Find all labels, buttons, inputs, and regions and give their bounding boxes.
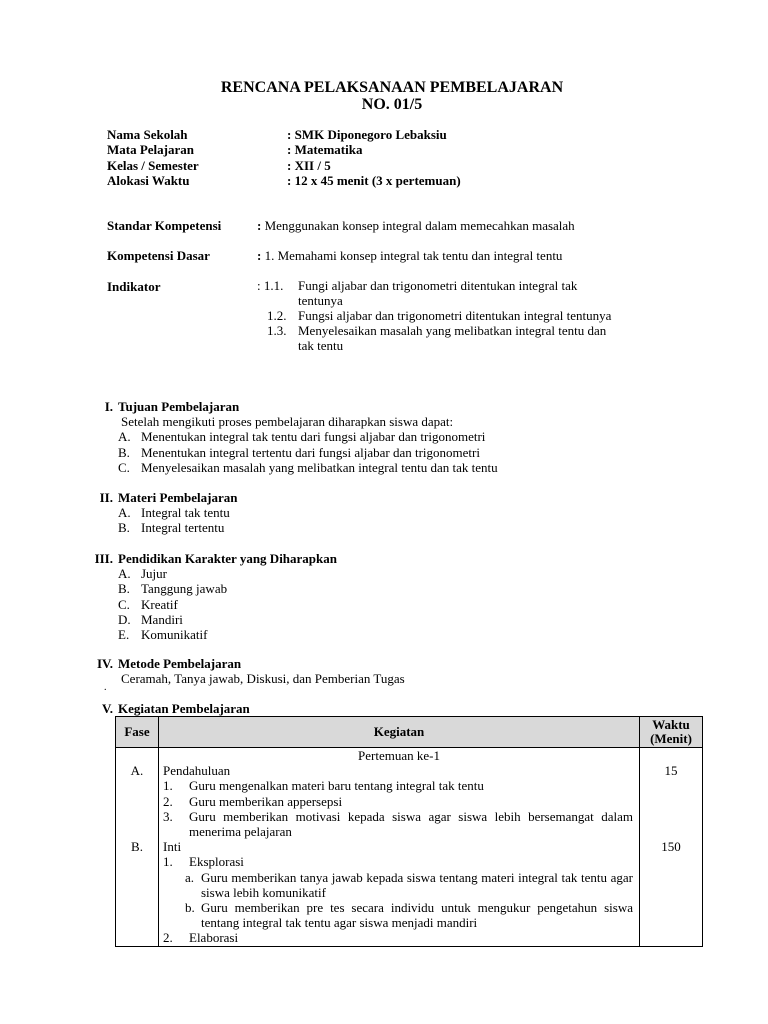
- document-number: NO. 01/5: [361, 96, 423, 113]
- list-text: Menentukan integral tertentu dari fungsi aljabar dan trigonometri: [141, 444, 480, 460]
- list-letter: A.: [118, 429, 131, 445]
- phase-title: Inti: [163, 839, 182, 855]
- table-row: [116, 748, 703, 947]
- colon: :: [257, 218, 262, 233]
- header-waktu: [640, 717, 703, 748]
- list-letter: B.: [118, 444, 130, 460]
- section-text: Ceramah, Tanya jawab, Diskusi, dan Pemberian Tugas: [121, 671, 405, 687]
- item-number: 2.: [163, 793, 173, 809]
- subitem-letter: a.: [185, 869, 195, 885]
- list-letter: C.: [118, 459, 130, 475]
- list-item: [118, 597, 337, 612]
- header-kegiatan: Kegiatan: [159, 717, 640, 748]
- item-text: Guru mengenalkan materi baru tentang integral tak tentu: [189, 778, 484, 794]
- list-item: [118, 627, 337, 642]
- list-text: Komunikatif: [141, 627, 208, 643]
- indikator-item: [257, 279, 611, 294]
- section-title: Kegiatan Pembelajaran: [118, 701, 250, 716]
- indikator-list: [257, 279, 611, 354]
- header-waktu-line1: Waktu: [652, 717, 690, 732]
- kompetensi-dasar-text: 1. Memahami konsep integral tak tentu dan integral tentu: [261, 248, 563, 263]
- list-item: [118, 566, 337, 581]
- header-fase: Fase: [116, 717, 159, 748]
- section-number: V.: [102, 701, 113, 716]
- section-title: Tujuan Pembelajaran: [118, 399, 240, 414]
- indikator-item: [257, 324, 611, 339]
- item-number: 2.: [163, 930, 173, 946]
- indikator-text: Fungi aljabar dan trigonometri ditentukan integral tak: [298, 278, 578, 293]
- list-letter: E.: [118, 627, 130, 643]
- identity-label: Nama Sekolah: [107, 127, 188, 142]
- kegiatan-item: [159, 778, 639, 793]
- list-text: Integral tak tentu: [141, 505, 230, 521]
- section-heading: [99, 490, 238, 505]
- item-text: Guru memberikan motivasi kepada siswa agar siswa lebih bersemangat dalam menerima pelajaran: [189, 808, 633, 840]
- item-text: Elaborasi: [189, 930, 239, 946]
- identity-row: [107, 173, 461, 188]
- section-kegiatan: [102, 701, 250, 716]
- indikator-number: 1.2.: [267, 307, 287, 323]
- section-number: II.: [99, 490, 113, 505]
- list-text: Integral tertentu: [141, 520, 225, 536]
- section-number: III.: [94, 551, 113, 566]
- kegiatan-subitem: [159, 870, 639, 900]
- list-item: [118, 612, 337, 627]
- kegiatan-item: [159, 930, 639, 945]
- list-letter: A.: [118, 566, 131, 582]
- list-letter: C.: [118, 596, 130, 612]
- list-text: Tanggung jawab: [141, 581, 228, 597]
- section-heading: [102, 701, 250, 716]
- section-title: Pendidikan Karakter yang Diharapkan: [118, 551, 338, 566]
- list-text: Mandiri: [141, 611, 183, 627]
- kegiatan-item: [159, 809, 639, 839]
- phase-title: Pendahuluan: [163, 763, 231, 779]
- fase-cell: [116, 748, 159, 947]
- identity-row: [107, 127, 461, 142]
- item-text: Eksplorasi: [189, 854, 244, 870]
- section-number: IV.: [96, 656, 113, 671]
- kegiatan-subitem: [159, 900, 639, 930]
- indikator-number: : 1.1.: [257, 278, 284, 293]
- identity-label: Alokasi Waktu: [107, 172, 190, 188]
- list-text: Kreatif: [141, 596, 178, 612]
- identity-value: : SMK Diponegoro Lebaksiu: [287, 127, 447, 142]
- waktu-cell: [640, 748, 703, 947]
- list-letter: A.: [118, 505, 131, 521]
- identity-label: Kelas / Semester: [107, 157, 199, 173]
- section-heading: [96, 656, 405, 671]
- indikator-label: Indikator: [107, 279, 161, 294]
- section-karakter: [94, 551, 338, 643]
- kegiatan-item: [159, 854, 639, 869]
- identity-row: [107, 142, 461, 157]
- section-materi: [99, 490, 238, 536]
- identity-label: Mata Pelajaran: [107, 142, 195, 158]
- item-number: 3.: [163, 808, 173, 824]
- list-item: [118, 520, 237, 535]
- header-waktu-line2: (Menit): [650, 731, 692, 746]
- section-tujuan: [104, 399, 498, 475]
- item-number: 1.: [163, 854, 173, 870]
- section-number: I.: [104, 399, 113, 414]
- list-item: [118, 505, 237, 520]
- time-value: 150: [661, 839, 681, 855]
- identity-row: [107, 158, 461, 173]
- table-header-row: [116, 717, 703, 748]
- fase-label: B.: [131, 839, 143, 855]
- kegiatan-item: [159, 794, 639, 809]
- colon: :: [257, 248, 262, 263]
- section-title: Materi Pembelajaran: [118, 490, 238, 505]
- list-letter: B.: [118, 581, 130, 597]
- section-metode: [96, 656, 405, 687]
- meeting-label: Pertemuan ke-1: [358, 748, 440, 763]
- identity-block: [107, 127, 461, 188]
- list-item: [118, 429, 498, 444]
- indikator-text-cont: tentunya: [298, 292, 343, 308]
- subitem-text: Guru memberikan tanya jawab kepada siswa tentang materi integral tak tentu agar siswa lebih komunikatif: [201, 869, 633, 900]
- kompetensi-dasar-value: [257, 248, 562, 263]
- list-letter: B.: [118, 520, 130, 536]
- identity-value: : 12 x 45 menit (3 x pertemuan): [287, 172, 461, 188]
- list-text: Jujur: [141, 566, 167, 582]
- section-intro: Setelah mengikuti proses pembelajaran diharapkan siswa dapat:: [121, 414, 454, 430]
- indikator-item: [257, 309, 611, 324]
- indikator-text: Menyelesaikan masalah yang melibatkan integral tentu dan: [298, 322, 607, 338]
- standar-kompetensi-value: [257, 218, 575, 233]
- standar-kompetensi-label: Standar Kompetensi: [107, 218, 222, 233]
- list-text: Menyelesaikan masalah yang melibatkan integral tentu dan tak tentu: [141, 459, 498, 475]
- item-number: 1.: [163, 778, 173, 794]
- time-value: 15: [664, 763, 678, 778]
- kegiatan-table: [115, 716, 703, 947]
- list-text: Menentukan integral tak tentu dari fungsi aljabar dan trigonometri: [141, 429, 486, 445]
- kompetensi-dasar-label: Kompetensi Dasar: [107, 248, 210, 263]
- fase-label: A.: [130, 763, 144, 778]
- indikator-text: Fungsi aljabar dan trigonometri ditentukan integral tentunya: [298, 307, 612, 323]
- identity-value: : Matematika: [287, 142, 363, 158]
- list-item: [118, 460, 498, 475]
- list-item: [118, 445, 498, 460]
- indikator-text-cont: tak tentu: [298, 337, 344, 353]
- subitem-letter: b.: [185, 900, 195, 916]
- list-letter: D.: [118, 611, 131, 627]
- stray-dot: .: [104, 682, 107, 693]
- document-title: RENCANA PELAKSANAAN PEMBELAJARAN: [220, 79, 564, 96]
- section-title: Metode Pembelajaran: [118, 656, 242, 671]
- kegiatan-cell: [159, 748, 640, 947]
- identity-value: : XII / 5: [287, 157, 331, 173]
- item-text: Guru memberikan appersepsi: [189, 793, 343, 809]
- list-item: [118, 581, 337, 596]
- section-heading: [104, 399, 498, 414]
- section-heading: [94, 551, 338, 566]
- indikator-number: 1.3.: [267, 322, 287, 338]
- standar-kompetensi-text: Menggunakan konsep integral dalam memecahkan masalah: [261, 218, 575, 233]
- subitem-text: Guru memberikan pre tes secara individu untuk mengukur pengetahun siswa tentang integral tak tentu agar siswa menjadi mandiri: [201, 900, 633, 931]
